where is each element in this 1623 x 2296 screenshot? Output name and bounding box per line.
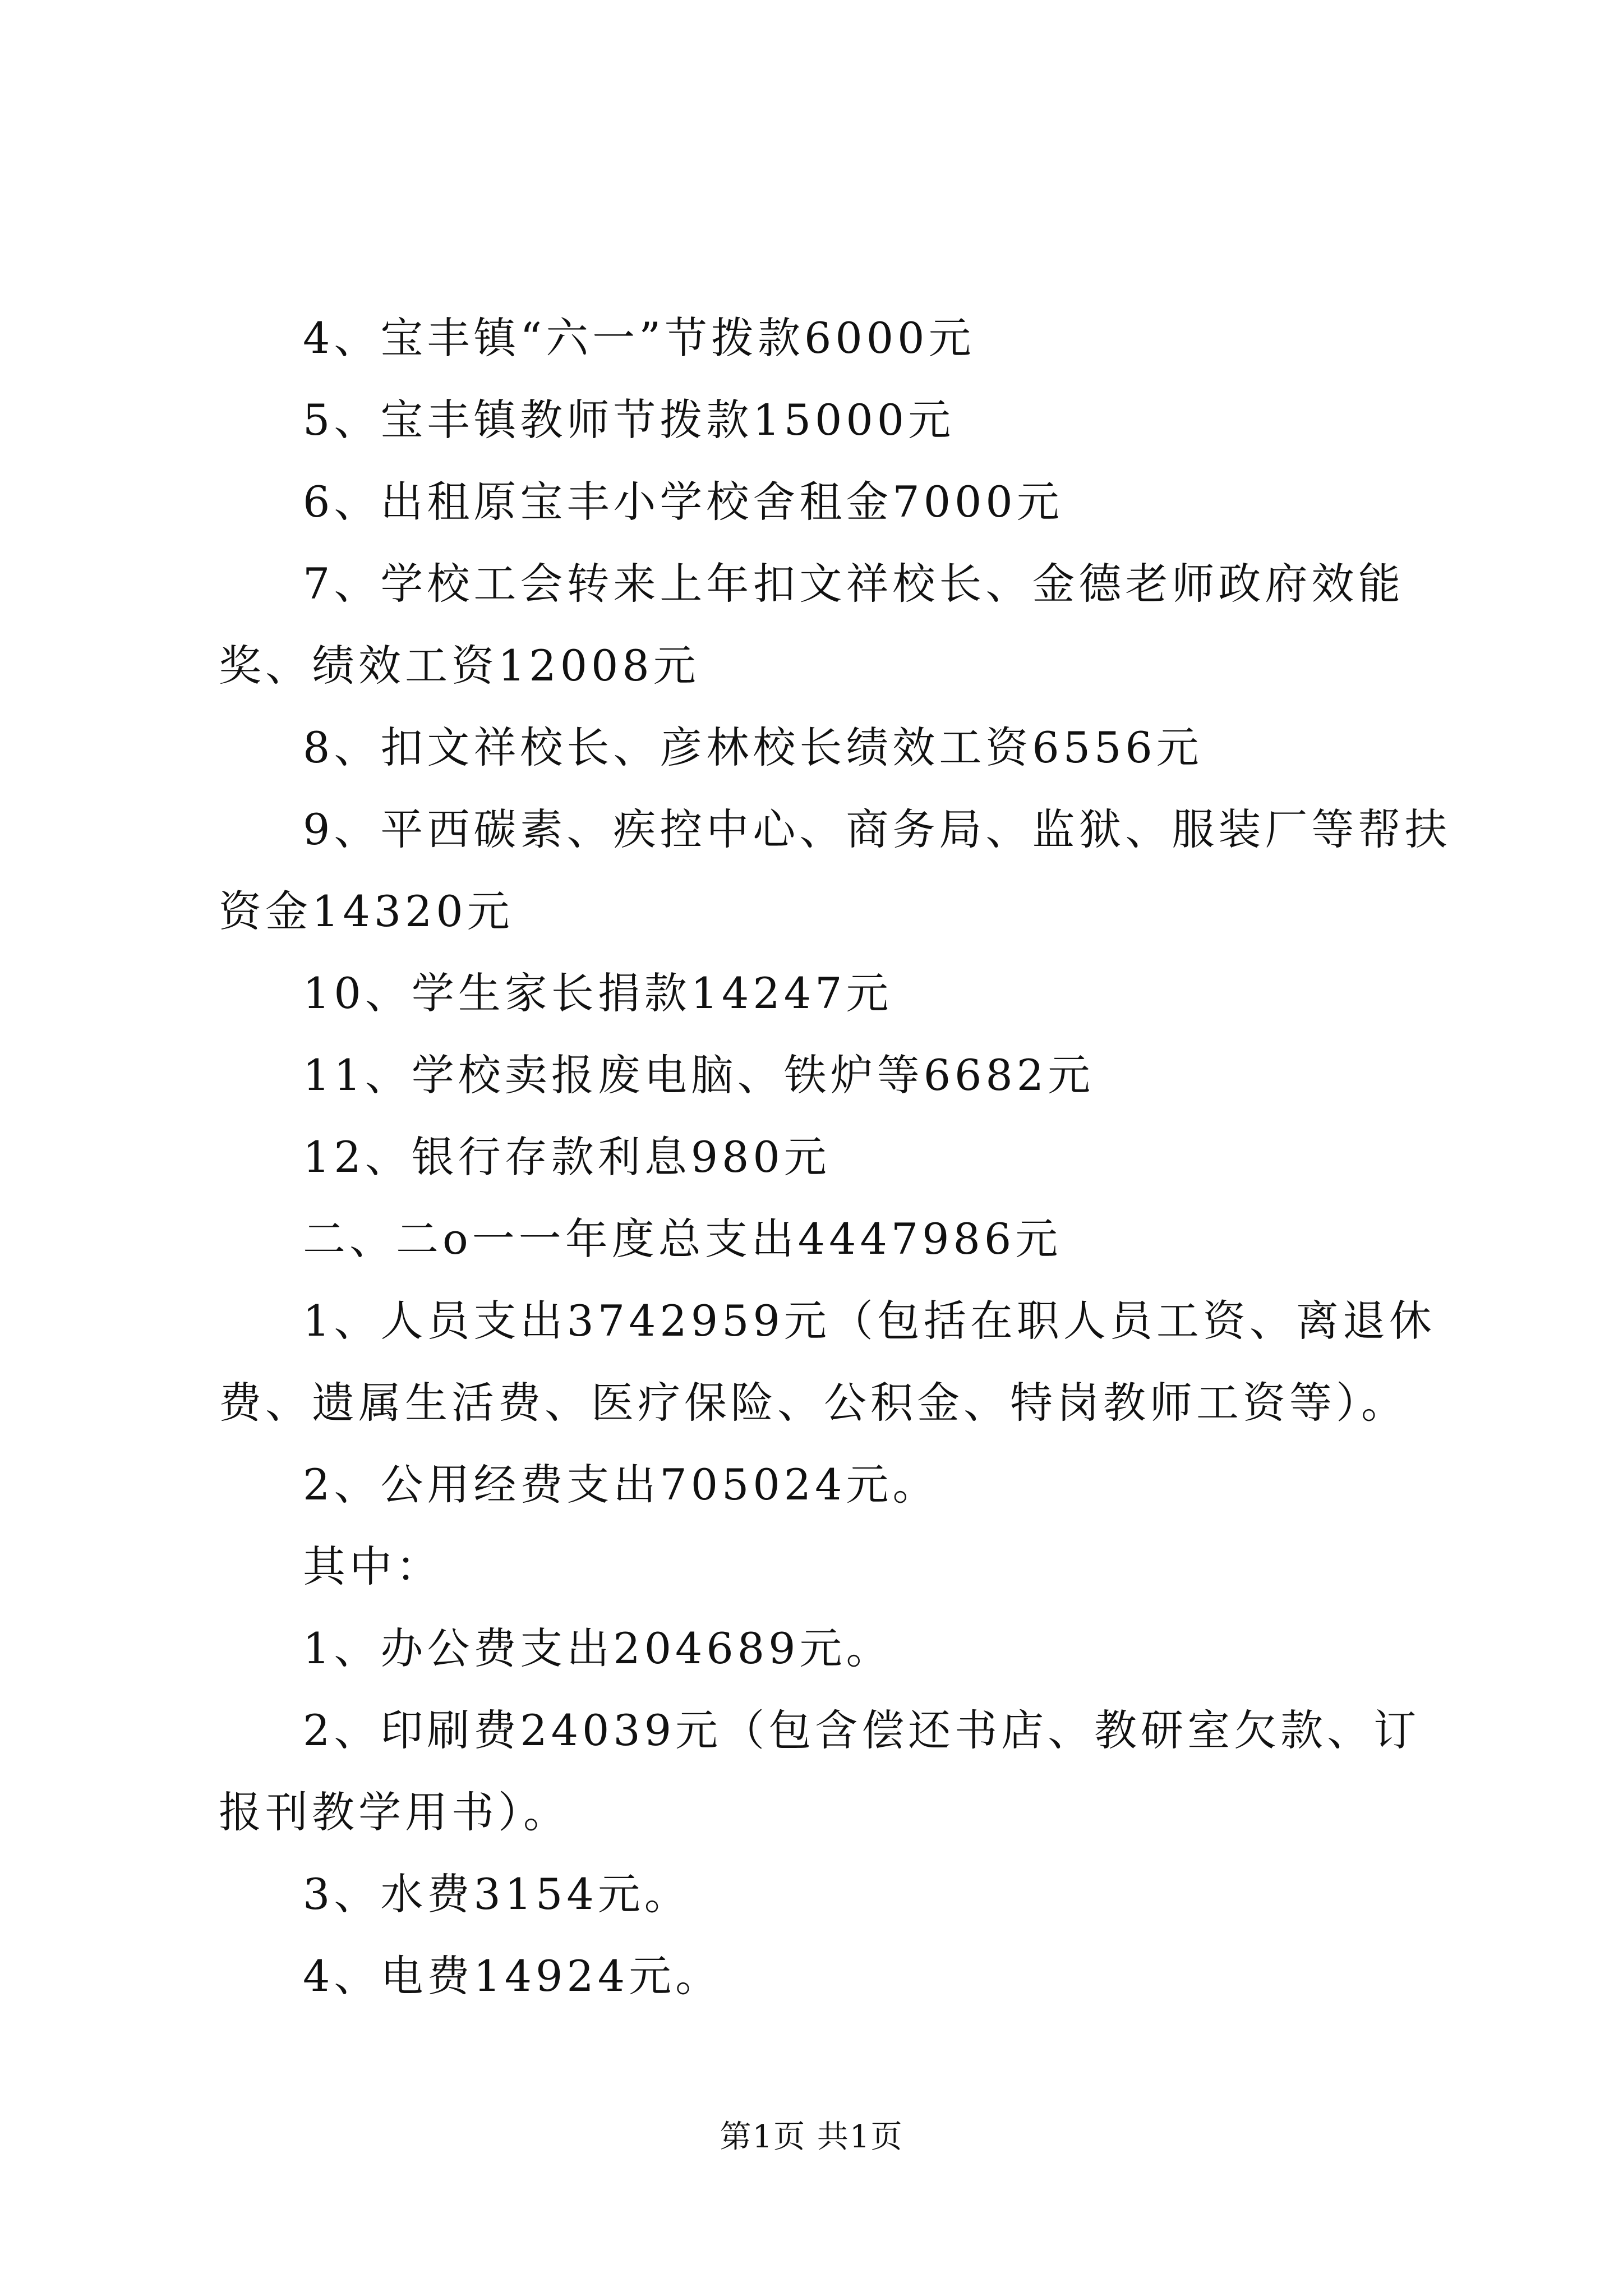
paragraph-printing-expenses: 2、印刷费24039元（包含偿还书店、教研室欠款、订报刊教学用书）。 [219, 1705, 1421, 1837]
paragraph-of-which: 其中： [303, 1542, 442, 1591]
paragraph-personnel-expenditure: 1、人员支出3742959元（包括在职人员工资、离退休费、遗属生活费、医疗保险、公积金、特岗教师工资等）。 [219, 1296, 1436, 1428]
paragraph-water-expenses: 3、水费3154元。 [303, 1869, 691, 1919]
paragraph-item-6-school-rent: 6、出租原宝丰小学校舍租金7000元 [303, 477, 1063, 527]
paragraph-item-11-scrap-sales: 11、学校卖报废电脑、铁炉等6682元 [303, 1050, 1095, 1100]
page-footer [0, 2118, 1623, 2157]
paragraph-item-8-performance-pay: 8、扣文祥校长、彦林校长绩效工资6556元 [303, 723, 1203, 772]
document-body [219, 297, 1453, 2017]
paragraph-item-10-parent-donations: 10、学生家长捐款14247元 [303, 968, 893, 1018]
paragraph-item-12-bank-interest: 12、银行存款利息980元 [303, 1132, 831, 1182]
paragraph-office-expenses: 1、办公费支出204689元。 [303, 1623, 893, 1673]
paragraph-item-4-june1-funding: 4、宝丰镇“六一”节拨款6000元 [303, 313, 975, 363]
paragraph-item-7-union-transfer: 7、学校工会转来上年扣文祥校长、金德老师政府效能奖、绩效工资12008元 [219, 559, 1405, 691]
page-number: 第1页 共1页 [720, 2119, 903, 2155]
paragraph-item-9-support-funds: 9、平西碳素、疾控中心、商务局、监狱、服装厂等帮扶资金14320元 [219, 804, 1451, 936]
section-heading-total-expenditure: 二、二o一一年度总支出4447986元 [303, 1214, 1062, 1264]
paragraph-electricity-expenses: 4、电费14924元。 [303, 1951, 722, 2001]
paragraph-item-5-teachers-day-funding: 5、宝丰镇教师节拨款15000元 [303, 395, 955, 445]
paragraph-public-expenditure: 2、公用经费支出705024元。 [303, 1460, 939, 1510]
